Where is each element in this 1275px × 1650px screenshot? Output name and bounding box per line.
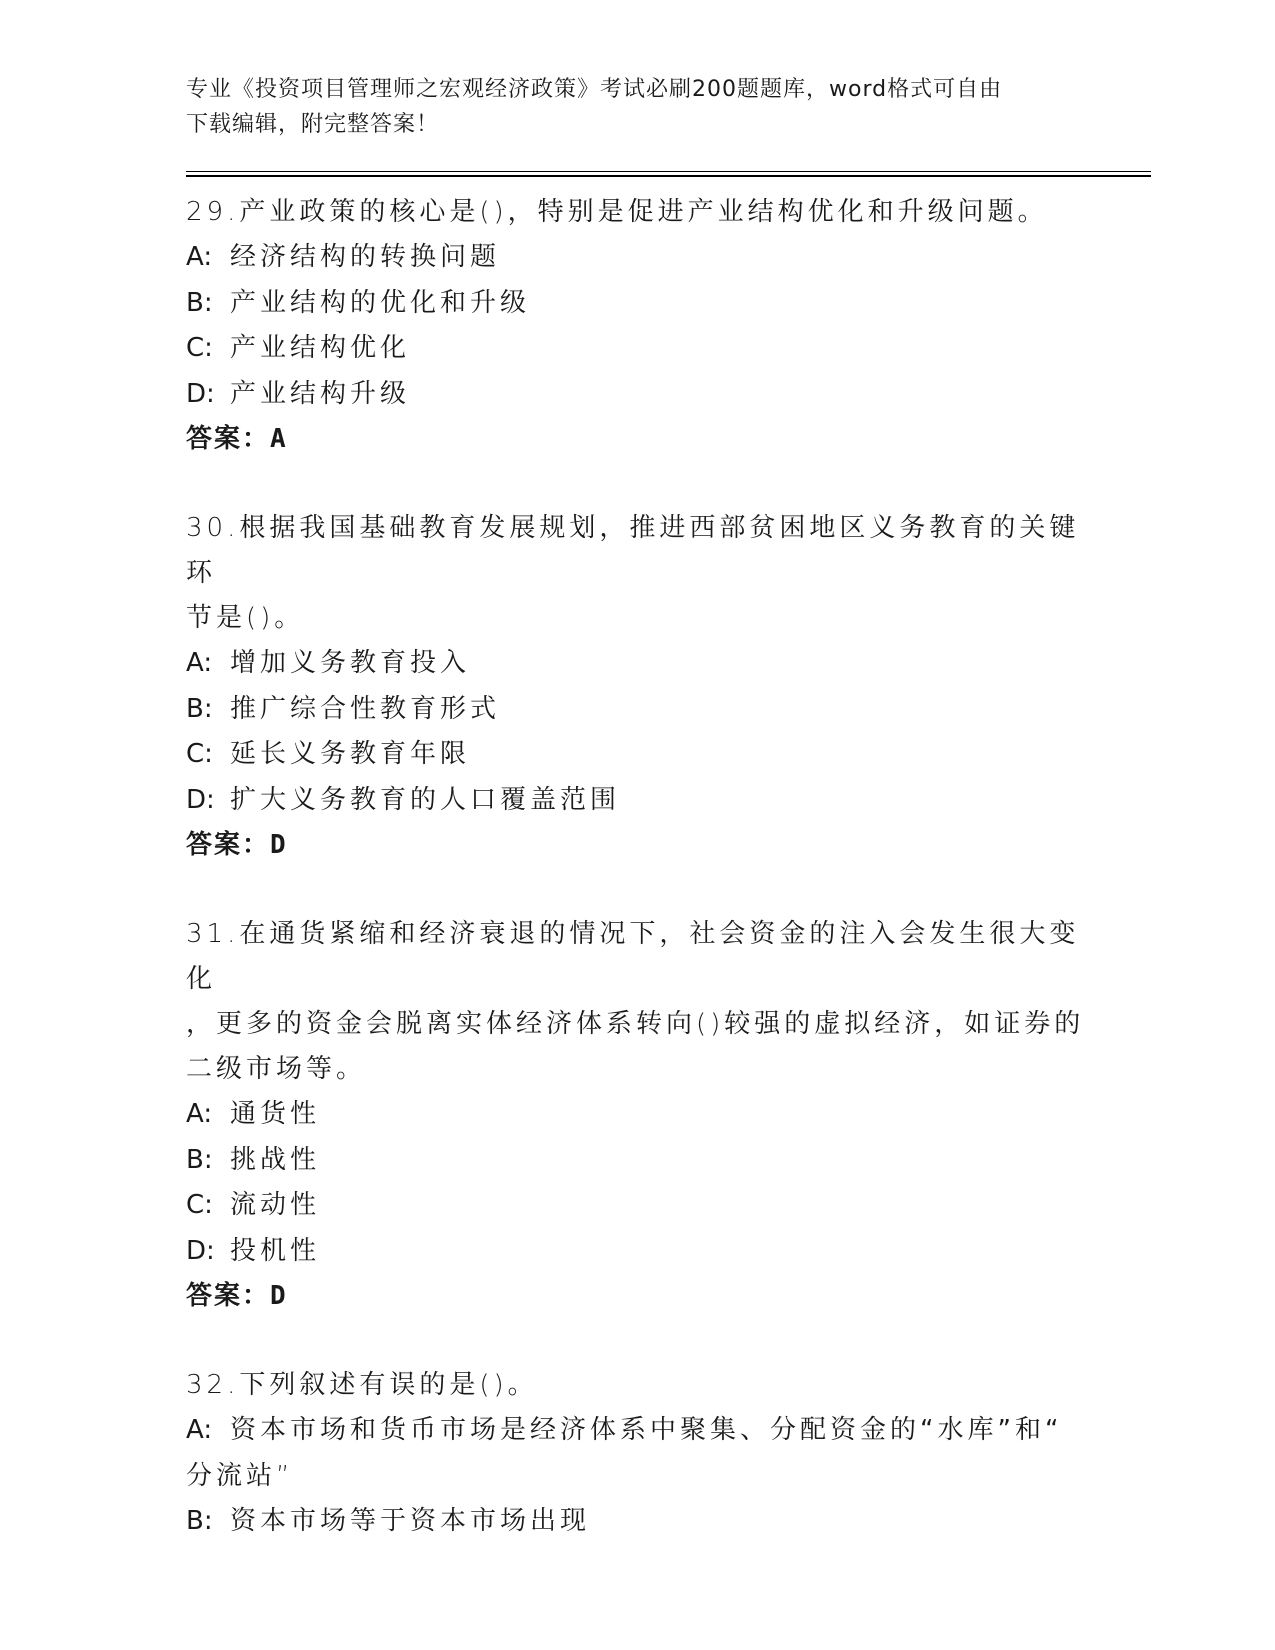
option-text: 挑战性 [230,1144,321,1175]
option-text: 资本市场等于资本市场出现 [230,1505,591,1536]
option-letter: D: [186,1235,215,1266]
option-c [186,732,1086,778]
option-letter: A: [186,1099,213,1129]
option-c [186,1183,1086,1229]
question-stem-cont: ，更多的资金会脱离实体经济体系转向()较强的虚拟经济，如证券的 [186,1009,1085,1039]
option-letter: C: [186,1190,213,1220]
answer-line [186,1274,1086,1319]
option-text: 产业结构的优化和升级 [230,287,531,318]
question-30 [186,506,1086,868]
question-29 [186,190,1086,462]
option-b [186,1138,1086,1184]
answer-label: 答案： [186,830,271,860]
option-text: 延长义务教育年限 [230,739,471,769]
answer-value: D [270,1281,286,1311]
option-d [186,778,1086,824]
option-c [186,326,1086,372]
option-d [186,1229,1086,1275]
option-a-cont: 分流站” [186,1460,294,1491]
option-text: 流动性 [230,1190,321,1220]
option-letter: C: [186,739,213,769]
question-list [186,190,1086,1544]
option-letter: B: [186,1144,213,1175]
question-32 [186,1363,1086,1544]
option-d [186,372,1086,418]
option-text: 通货性 [230,1099,321,1129]
answer-line [186,823,1086,868]
option-letter: C: [186,333,213,363]
header-divider-top [186,171,1151,172]
question-stem: 31.在通货紧缩和经济衰退的情况下，社会资金的注入会发生很大变化 [186,919,1080,994]
header-line-2: 下载编辑，附完整答案！ [186,112,440,137]
option-letter: B: [186,1505,213,1536]
option-letter: D: [186,784,215,815]
answer-label: 答案： [186,424,271,454]
question-stem: 29.产业政策的核心是()，特别是促进产业结构优化和升级问题。 [186,197,1048,227]
question-gap [186,1319,1086,1363]
option-letter: B: [186,287,213,318]
document-header [186,72,1066,142]
option-a [186,1408,1086,1454]
answer-label: 答案： [186,1281,271,1311]
question-stem-cont: 二级市场等。 [186,1054,367,1084]
option-a [186,1092,1086,1138]
option-b [186,687,1086,733]
question-stem: 32.下列叙述有误的是()。 [186,1370,538,1400]
header-line-1: 专业《投资项目管理师之宏观经济政策》考试必刷200题题库，word格式可自由 [186,77,1003,102]
option-letter: B: [186,693,213,724]
question-stem: 30.根据我国基础教育发展规划，推进西部贫困地区义务教育的关键环 [186,513,1080,588]
option-letter: D: [186,378,215,409]
option-text: 扩大义务教育的人口覆盖范围 [230,784,621,815]
option-text: 投机性 [230,1235,321,1266]
question-gap [186,868,1086,912]
option-b [186,281,1086,327]
option-b [186,1499,1086,1545]
answer-line [186,417,1086,462]
answer-value: A [270,424,286,454]
option-text: 推广综合性教育形式 [230,693,501,724]
option-letter: A: [186,242,213,272]
question-stem-cont: 节是()。 [186,603,305,633]
option-text: 产业结构升级 [230,378,411,409]
option-text: 经济结构的转换问题 [230,242,501,272]
header-divider-bottom [186,175,1151,177]
answer-value: D [270,830,286,860]
option-letter: A: [186,648,213,678]
option-letter: A: [186,1415,213,1445]
option-text: 产业结构优化 [230,333,411,363]
option-text: 增加义务教育投入 [230,648,471,678]
option-a [186,641,1086,687]
option-text: 资本市场和货币市场是经济体系中聚集、分配资金的“水库”和“ [230,1415,1063,1445]
question-gap [186,462,1086,506]
question-31 [186,912,1086,1319]
option-a [186,235,1086,281]
